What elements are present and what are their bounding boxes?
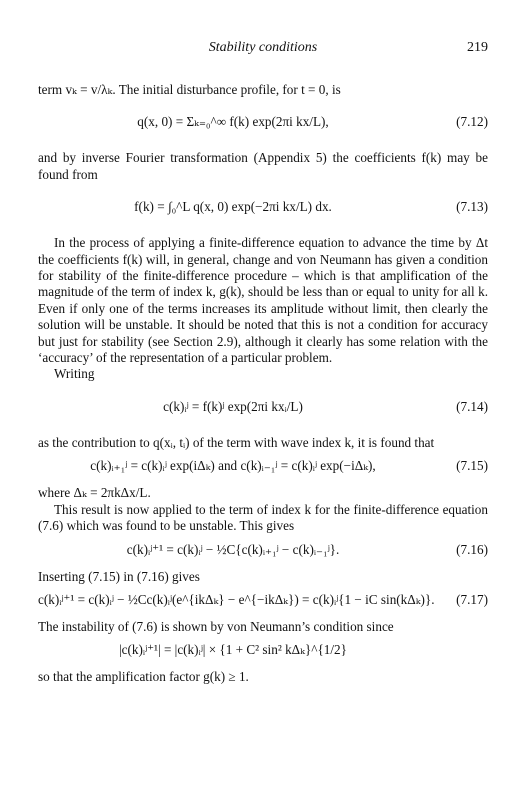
page-body [38,82,488,686]
equation-number: (7.13) [456,199,488,215]
page-number: 219 [467,40,488,55]
equation-7-13 [38,187,488,229]
paragraph-writing: Writing [54,366,95,382]
equation-number: (7.15) [456,458,488,474]
paragraph-8: Inserting (7.15) in (7.16) gives [38,568,200,584]
equation-expression: c(k)ᵢʲ = f(k)ʲ exp(2πi kxᵢ/L) [163,398,303,414]
paragraph-3: In the process of applying a finite-difference equation to advance the time by Δt the coefficients f(k) will, in general, change and von Neumann has given a condition for stability of the finite-difference procedure – which is that amplification of the magnitude of the term of index k, g(k), should be less than or equal to unity for all k. Even if only one of the terms increases its amplitude without limit, then clearly the solution will be unstable. It should be noted that this is not a condition for accuracy but just for stability (see Section 2.9), although it clearly has some relation with the ‘accuracy’ of the representation of a particular problem. [38,235,488,366]
equation-number: (7.12) [456,114,488,130]
page-header [38,40,488,60]
paragraph-9: The instability of (7.6) is shown by von Neumann’s condition since [38,618,394,634]
running-title: Stability conditions [208,40,318,55]
equation-expression: |c(k)ᵢʲ⁺¹| = |c(k)ᵢʲ| × {1 + C² sin² kΔₖ}^{1/2} [119,642,347,658]
equation-number: (7.14) [456,398,488,414]
paragraph-6: where Δₖ = 2πkΔx/L. [38,485,151,501]
equation-expression: c(k)ᵢʲ⁺¹ = c(k)ᵢʲ − ½C{c(k)ᵢ₊₁ʲ − c(k)ᵢ₋₁ʲ}. [126,541,340,557]
equation-expression: q(x, 0) = Σₖ₌₀^∞ f(k) exp(2πi kx/L), [137,114,329,130]
equation-expression: f(k) = ∫₀^L q(x, 0) exp(−2πi kx/L) dx. [134,199,332,215]
paragraph-7: This result is now applied to the term of index k for the finite-difference equation (7.6) which was found to be unstable. This gives [38,501,488,534]
equation-amplification [38,639,488,663]
equation-expression: c(k)ᵢ₊₁ʲ = c(k)ᵢʲ exp(iΔₖ) and c(k)ᵢ₋₁ʲ = c(k)ᵢʲ exp(−iΔₖ), [90,458,376,474]
equation-7-15 [38,455,488,479]
paragraph-10: so that the amplification factor g(k) ≥ 1. [38,669,249,685]
equation-number: (7.17) [456,591,488,607]
paragraph-2: and by inverse Fourier transformation (Appendix 5) the coefficients f(k) may be found from [38,150,488,182]
equation-7-16 [38,539,488,563]
equation-7-17 [38,589,488,613]
equation-expression: c(k)ᵢʲ⁺¹ = c(k)ᵢʲ − ½Cc(k)ᵢʲ(e^{ikΔₖ} − e^{−ikΔₖ}) = c(k)ᵢʲ{1 − iC sin(kΔₖ)}. [38,591,435,607]
equation-7-12 [38,102,488,144]
paragraph-5: as the contribution to q(xᵢ, tᵢ) of the term with wave index k, it is found that [38,434,435,450]
equation-number: (7.16) [456,541,488,557]
paragraph-1: term vₖ = v/λₖ. The initial disturbance profile, for t = 0, is [38,82,341,97]
equation-7-14 [38,387,488,429]
